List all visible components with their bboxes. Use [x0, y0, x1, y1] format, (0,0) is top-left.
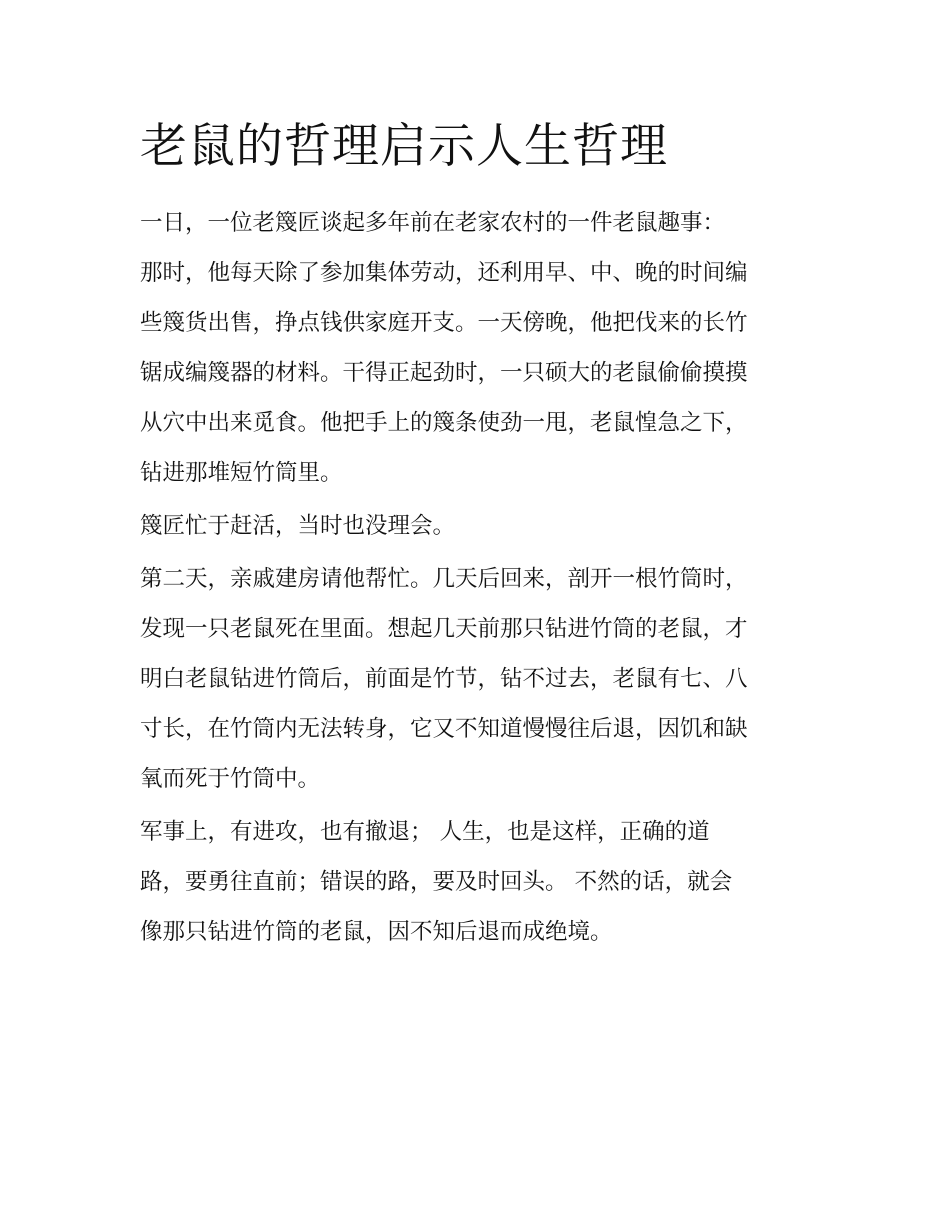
- paragraph-line: 氧而死于竹筒中。: [140, 766, 321, 792]
- paragraph-line: 钻进那堆短竹筒里。: [140, 460, 343, 486]
- paragraph-line: 些篾货出售，挣点钱供家庭开支。一天傍晚，他把伐来的长竹: [140, 310, 748, 336]
- paragraph-line: 那时，他每天除了参加集体劳动，还利用早、中、晚的时间编: [140, 260, 748, 286]
- paragraph-line: 明白老鼠钻进竹筒后，前面是竹节，钻不过去，老鼠有七、八: [140, 666, 748, 692]
- paragraph-line: 一日，一位老篾匠谈起多年前在老家农村的一件老鼠趣事：: [140, 210, 726, 236]
- paragraph-line: 从穴中出来觅食。他把手上的篾条使劲一甩，老鼠惶急之下，: [140, 410, 748, 436]
- paragraph-line: 路，要勇往直前；错误的路，要及时回头。 不然的话，就会: [140, 869, 733, 895]
- paragraph-line: 军事上，有进攻，也有撤退； 人生，也是这样，正确的道: [140, 819, 710, 845]
- paragraph-line: 篾匠忙于赶活，当时也没理会。: [140, 513, 456, 539]
- paragraph-line: 寸长，在竹筒内无法转身，它又不知道慢慢往后退，因饥和缺: [140, 716, 748, 742]
- paragraph-line: 第二天，亲戚建房请他帮忙。几天后回来，剖开一根竹筒时，: [140, 566, 748, 592]
- paragraph-line: 发现一只老鼠死在里面。想起几天前那只钻进竹筒的老鼠，才: [140, 616, 748, 642]
- paragraph-line: 像那只钻进竹筒的老鼠，因不知后退而成绝境。: [140, 919, 613, 945]
- page-title: 老鼠的哲理启示人生哲理: [140, 119, 668, 174]
- paragraph-line: 锯成编篾器的材料。干得正起劲时，一只硕大的老鼠偷偷摸摸: [140, 360, 748, 386]
